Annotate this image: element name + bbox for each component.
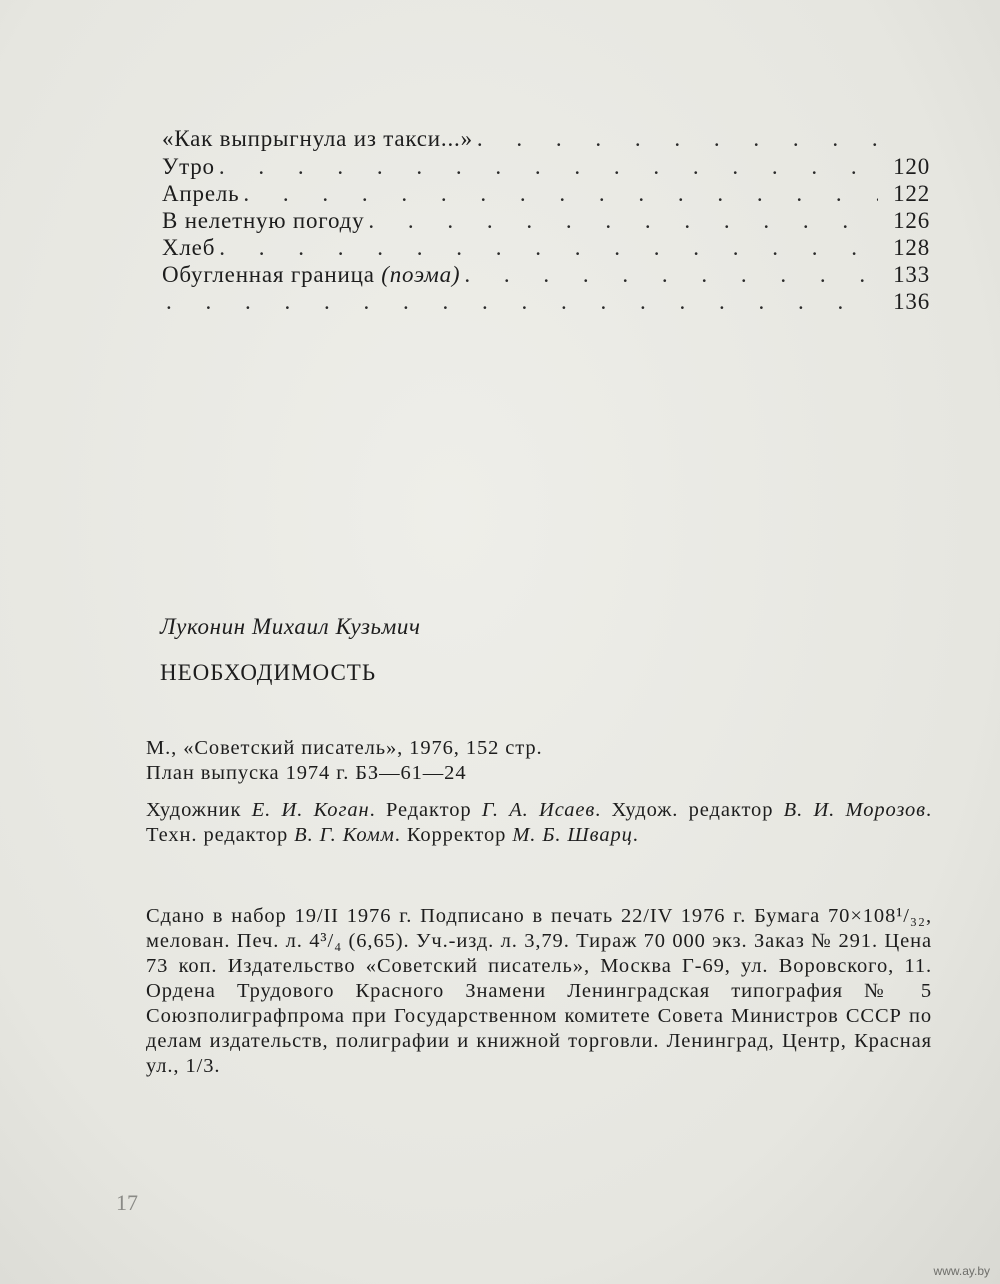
plan-line: План выпуска 1974 г. БЗ—61—24 (146, 762, 467, 784)
toc-leader (219, 154, 878, 180)
toc-entry-title: В нелетную погоду (162, 208, 365, 233)
credits-paragraph (146, 798, 932, 848)
printing-details (146, 904, 932, 1079)
credits-text: . (632, 824, 639, 846)
toc-leader (243, 181, 878, 207)
toc-entry-title (162, 262, 460, 288)
credits-text: . Редактор (369, 799, 482, 821)
toc-entry (162, 289, 930, 316)
toc-entry-page: 133 (893, 262, 930, 287)
toc-entry (162, 126, 930, 154)
toc-entry (162, 208, 930, 235)
page-corner-mark: 17 (116, 1190, 138, 1215)
toc-entry (162, 262, 930, 289)
toc-leader (368, 208, 878, 234)
toc-entry (162, 181, 930, 208)
toc-leader (219, 235, 878, 261)
toc-entry-page: 128 (893, 235, 930, 260)
toc-leader (166, 289, 878, 315)
toc-leader (464, 262, 878, 288)
publication-info (146, 736, 932, 786)
toc-entry-note: (поэма) (381, 262, 461, 287)
table-of-contents (162, 126, 930, 316)
toc-entry-page: 126 (893, 208, 930, 233)
toc-entry-title: Апрель (162, 181, 240, 206)
toc-entry-page: 136 (893, 289, 930, 314)
artist-name: Е. И. Коган (251, 799, 370, 821)
toc-entry-title-text: Обугленная граница (162, 262, 375, 287)
toc-entry-page: 120 (893, 154, 930, 179)
credits-text: Художник (146, 799, 252, 821)
toc-leader (477, 126, 878, 152)
credits-text: . Худож. редактор (595, 799, 784, 821)
toc-entry-title: Хлеб (162, 235, 216, 260)
toc-entry-page: 122 (893, 181, 930, 206)
book-title: НЕОБХОДИМОСТЬ (160, 660, 377, 685)
credits (146, 798, 932, 848)
editor-name: Г. А. Исаев (481, 799, 596, 821)
credits-text: . Техн. редактор (146, 799, 932, 846)
art-editor-name: В. И. Морозов (783, 799, 926, 821)
publisher-line: М., «Советский писатель», 1976, 152 стр. (146, 737, 543, 759)
toc-entry (162, 235, 930, 262)
toc-entry-title: Утро (162, 154, 215, 179)
printing-details-paragraph: Сдано в набор 19/II 1976 г. Подписано в печать 22/IV 1976 г. Бумага 70×108¹/₃₂, мелован. Печ. л. 4³/₄ (6,65). Уч.-изд. л. 3,79. Тираж 70 000 экз. Заказ № 291. Цена 73 коп. Издательство «Советский писатель», Москва Г-69, ул. Воровского, 11. Ордена Трудового Красного Знамени Ленинградская типография № 5 Союзполиграфпрома при Государственном комитете Совета Министров СССР по делам издательств, полиграфии и книжной торговли. Ленинград, Центр, Красная ул., 1/3. (146, 905, 932, 1077)
tech-editor-name: В. Г. Комм (294, 824, 395, 846)
toc-entry (162, 154, 930, 181)
toc-entry-title: «Как выпрыгнула из такси...» (162, 126, 473, 151)
credits-text: . Корректор (394, 824, 513, 846)
site-watermark: www.ay.by (933, 1264, 990, 1278)
author-name: Луконин Михаил Кузьмич (160, 614, 421, 639)
proofreader-name: М. Б. Шварц (512, 824, 633, 846)
